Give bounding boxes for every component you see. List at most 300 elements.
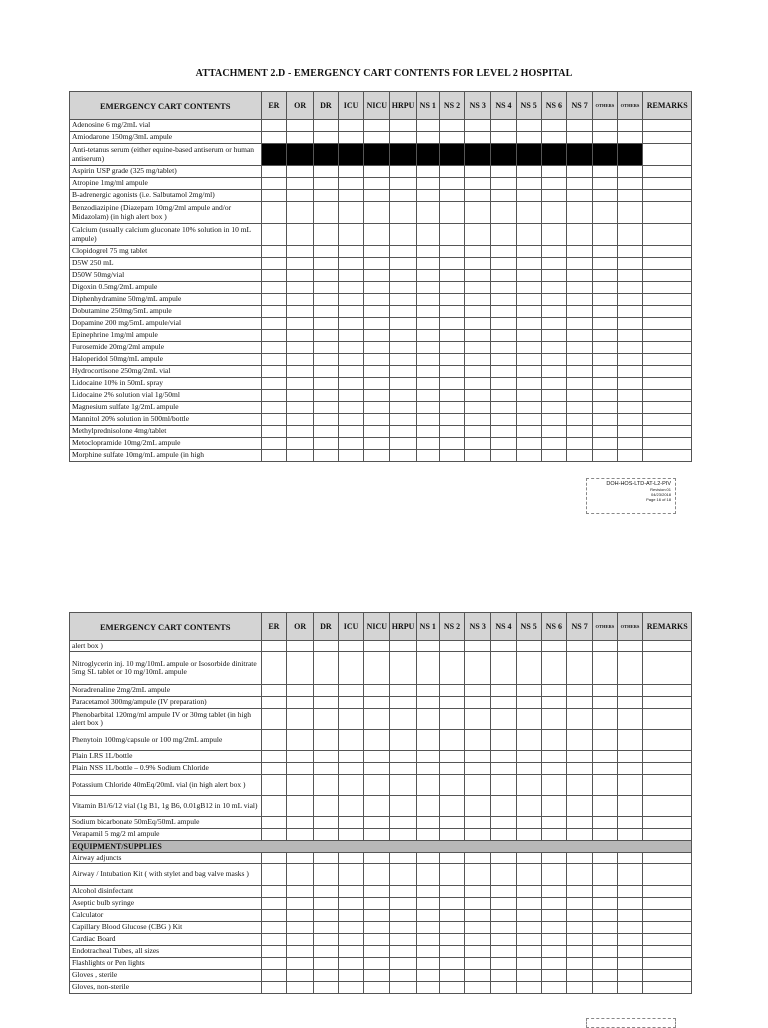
checkbox-cell[interactable]: [261, 751, 287, 763]
checkbox-cell[interactable]: [567, 224, 593, 246]
checkbox-cell[interactable]: [592, 853, 617, 864]
checkbox-cell[interactable]: [390, 132, 417, 144]
checkbox-cell[interactable]: [338, 898, 364, 910]
checkbox-cell[interactable]: [516, 796, 541, 817]
checkbox-cell[interactable]: [465, 402, 491, 414]
checkbox-cell[interactable]: [491, 438, 517, 450]
checkbox-cell[interactable]: [592, 864, 617, 886]
checkbox-cell[interactable]: [617, 224, 643, 246]
checkbox-cell[interactable]: [465, 330, 491, 342]
checkbox-cell[interactable]: [643, 775, 692, 796]
checkbox-cell[interactable]: [390, 685, 417, 697]
checkbox-cell[interactable]: [491, 709, 517, 730]
checkbox-cell[interactable]: [364, 318, 390, 330]
checkbox-cell[interactable]: [261, 829, 287, 841]
checkbox-cell[interactable]: [643, 258, 692, 270]
checkbox-cell[interactable]: [491, 166, 517, 178]
checkbox-cell[interactable]: [439, 342, 465, 354]
checkbox-cell[interactable]: [567, 934, 593, 946]
checkbox-cell[interactable]: [338, 450, 364, 462]
checkbox-cell[interactable]: [541, 697, 567, 709]
checkbox-cell[interactable]: [516, 426, 541, 438]
checkbox-cell[interactable]: [416, 751, 439, 763]
checkbox-cell[interactable]: [541, 853, 567, 864]
checkbox-cell[interactable]: [287, 853, 314, 864]
checkbox-cell[interactable]: [416, 246, 439, 258]
checkbox-cell[interactable]: [416, 641, 439, 652]
checkbox-cell[interactable]: [541, 378, 567, 390]
checkbox-cell[interactable]: [491, 641, 517, 652]
checkbox-cell[interactable]: [516, 378, 541, 390]
checkbox-cell[interactable]: [567, 202, 593, 224]
checkbox-cell[interactable]: [643, 922, 692, 934]
checkbox-cell[interactable]: [314, 652, 339, 685]
checkbox-cell[interactable]: [338, 829, 364, 841]
checkbox-cell[interactable]: [338, 120, 364, 132]
checkbox-cell[interactable]: [287, 910, 314, 922]
checkbox-cell[interactable]: [390, 282, 417, 294]
checkbox-cell[interactable]: [287, 354, 314, 366]
checkbox-cell[interactable]: [491, 366, 517, 378]
checkbox-cell[interactable]: [617, 402, 643, 414]
checkbox-cell[interactable]: [287, 829, 314, 841]
checkbox-cell[interactable]: [592, 306, 617, 318]
checkbox-cell[interactable]: [314, 318, 339, 330]
checkbox-cell[interactable]: [541, 390, 567, 402]
checkbox-cell[interactable]: [516, 202, 541, 224]
checkbox-cell[interactable]: [338, 982, 364, 994]
checkbox-cell[interactable]: [314, 958, 339, 970]
checkbox-cell[interactable]: [439, 864, 465, 886]
checkbox-cell[interactable]: [314, 330, 339, 342]
checkbox-cell[interactable]: [592, 763, 617, 775]
checkbox-cell[interactable]: [541, 982, 567, 994]
checkbox-cell[interactable]: [617, 910, 643, 922]
checkbox-cell[interactable]: [592, 438, 617, 450]
checkbox-cell[interactable]: [617, 390, 643, 402]
checkbox-cell[interactable]: [439, 886, 465, 898]
checkbox-cell[interactable]: [261, 426, 287, 438]
checkbox-cell[interactable]: [592, 652, 617, 685]
checkbox-cell[interactable]: [643, 224, 692, 246]
checkbox-cell[interactable]: [516, 970, 541, 982]
checkbox-cell[interactable]: [338, 946, 364, 958]
checkbox-cell[interactable]: [491, 697, 517, 709]
checkbox-cell[interactable]: [567, 132, 593, 144]
checkbox-cell[interactable]: [643, 366, 692, 378]
checkbox-cell[interactable]: [439, 775, 465, 796]
checkbox-cell[interactable]: [338, 132, 364, 144]
checkbox-cell[interactable]: [567, 898, 593, 910]
checkbox-cell[interactable]: [567, 178, 593, 190]
checkbox-cell[interactable]: [390, 306, 417, 318]
checkbox-cell[interactable]: [567, 775, 593, 796]
checkbox-cell[interactable]: [643, 330, 692, 342]
checkbox-cell[interactable]: [338, 342, 364, 354]
checkbox-cell[interactable]: [592, 318, 617, 330]
checkbox-cell[interactable]: [390, 402, 417, 414]
checkbox-cell[interactable]: [491, 270, 517, 282]
checkbox-cell[interactable]: [643, 166, 692, 178]
checkbox-cell[interactable]: [567, 853, 593, 864]
checkbox-cell[interactable]: [491, 652, 517, 685]
checkbox-cell[interactable]: [491, 817, 517, 829]
checkbox-cell[interactable]: [643, 270, 692, 282]
checkbox-cell[interactable]: [592, 697, 617, 709]
checkbox-cell[interactable]: [516, 922, 541, 934]
checkbox-cell[interactable]: [567, 390, 593, 402]
checkbox-cell[interactable]: [390, 120, 417, 132]
checkbox-cell[interactable]: [314, 390, 339, 402]
checkbox-cell[interactable]: [567, 366, 593, 378]
checkbox-cell[interactable]: [416, 166, 439, 178]
checkbox-cell[interactable]: [567, 864, 593, 886]
checkbox-cell[interactable]: [465, 166, 491, 178]
checkbox-cell[interactable]: [617, 306, 643, 318]
checkbox-cell[interactable]: [643, 342, 692, 354]
checkbox-cell[interactable]: [617, 166, 643, 178]
checkbox-cell[interactable]: [416, 294, 439, 306]
checkbox-cell[interactable]: [314, 864, 339, 886]
checkbox-cell[interactable]: [516, 438, 541, 450]
checkbox-cell[interactable]: [338, 190, 364, 202]
checkbox-cell[interactable]: [617, 294, 643, 306]
checkbox-cell[interactable]: [439, 910, 465, 922]
checkbox-cell[interactable]: [439, 366, 465, 378]
checkbox-cell[interactable]: [314, 178, 339, 190]
checkbox-cell[interactable]: [491, 258, 517, 270]
checkbox-cell[interactable]: [617, 318, 643, 330]
checkbox-cell[interactable]: [567, 829, 593, 841]
checkbox-cell[interactable]: [287, 934, 314, 946]
checkbox-cell[interactable]: [314, 294, 339, 306]
checkbox-cell[interactable]: [592, 709, 617, 730]
checkbox-cell[interactable]: [314, 853, 339, 864]
checkbox-cell[interactable]: [491, 898, 517, 910]
checkbox-cell[interactable]: [416, 306, 439, 318]
checkbox-cell[interactable]: [617, 853, 643, 864]
checkbox-cell[interactable]: [491, 934, 517, 946]
checkbox-cell[interactable]: [287, 166, 314, 178]
checkbox-cell[interactable]: [338, 246, 364, 258]
checkbox-cell[interactable]: [491, 202, 517, 224]
checkbox-cell[interactable]: [516, 294, 541, 306]
checkbox-cell[interactable]: [516, 282, 541, 294]
checkbox-cell[interactable]: [592, 270, 617, 282]
checkbox-cell[interactable]: [567, 697, 593, 709]
checkbox-cell[interactable]: [541, 330, 567, 342]
checkbox-cell[interactable]: [287, 132, 314, 144]
checkbox-cell[interactable]: [567, 414, 593, 426]
checkbox-cell[interactable]: [261, 202, 287, 224]
checkbox-cell[interactable]: [416, 898, 439, 910]
checkbox-cell[interactable]: [592, 796, 617, 817]
checkbox-cell[interactable]: [416, 910, 439, 922]
checkbox-cell[interactable]: [390, 817, 417, 829]
checkbox-cell[interactable]: [314, 709, 339, 730]
checkbox-cell[interactable]: [465, 775, 491, 796]
checkbox-cell[interactable]: [416, 366, 439, 378]
checkbox-cell[interactable]: [617, 270, 643, 282]
checkbox-cell[interactable]: [416, 853, 439, 864]
checkbox-cell[interactable]: [465, 730, 491, 751]
checkbox-cell[interactable]: [465, 697, 491, 709]
checkbox-cell[interactable]: [516, 270, 541, 282]
checkbox-cell[interactable]: [617, 763, 643, 775]
checkbox-cell[interactable]: [261, 294, 287, 306]
checkbox-cell[interactable]: [287, 450, 314, 462]
checkbox-cell[interactable]: [567, 652, 593, 685]
checkbox-cell[interactable]: [416, 685, 439, 697]
checkbox-cell[interactable]: [465, 224, 491, 246]
checkbox-cell[interactable]: [287, 796, 314, 817]
checkbox-cell[interactable]: [541, 685, 567, 697]
checkbox-cell[interactable]: [516, 450, 541, 462]
checkbox-cell[interactable]: [491, 796, 517, 817]
checkbox-cell[interactable]: [465, 886, 491, 898]
checkbox-cell[interactable]: [516, 224, 541, 246]
checkbox-cell[interactable]: [465, 120, 491, 132]
checkbox-cell[interactable]: [465, 202, 491, 224]
checkbox-cell[interactable]: [338, 886, 364, 898]
checkbox-cell[interactable]: [364, 763, 390, 775]
checkbox-cell[interactable]: [287, 282, 314, 294]
checkbox-cell[interactable]: [364, 450, 390, 462]
checkbox-cell[interactable]: [416, 132, 439, 144]
checkbox-cell[interactable]: [416, 817, 439, 829]
checkbox-cell[interactable]: [617, 958, 643, 970]
checkbox-cell[interactable]: [541, 190, 567, 202]
checkbox-cell[interactable]: [287, 685, 314, 697]
checkbox-cell[interactable]: [390, 934, 417, 946]
checkbox-cell[interactable]: [390, 970, 417, 982]
checkbox-cell[interactable]: [416, 730, 439, 751]
checkbox-cell[interactable]: [617, 730, 643, 751]
checkbox-cell[interactable]: [439, 318, 465, 330]
checkbox-cell[interactable]: [567, 294, 593, 306]
checkbox-cell[interactable]: [541, 224, 567, 246]
checkbox-cell[interactable]: [439, 922, 465, 934]
checkbox-cell[interactable]: [416, 438, 439, 450]
checkbox-cell[interactable]: [287, 970, 314, 982]
checkbox-cell[interactable]: [643, 354, 692, 366]
checkbox-cell[interactable]: [364, 970, 390, 982]
checkbox-cell[interactable]: [592, 946, 617, 958]
checkbox-cell[interactable]: [643, 751, 692, 763]
checkbox-cell[interactable]: [390, 330, 417, 342]
checkbox-cell[interactable]: [491, 426, 517, 438]
checkbox-cell[interactable]: [439, 709, 465, 730]
checkbox-cell[interactable]: [541, 898, 567, 910]
checkbox-cell[interactable]: [567, 378, 593, 390]
checkbox-cell[interactable]: [287, 697, 314, 709]
checkbox-cell[interactable]: [439, 697, 465, 709]
checkbox-cell[interactable]: [465, 378, 491, 390]
checkbox-cell[interactable]: [314, 224, 339, 246]
checkbox-cell[interactable]: [617, 354, 643, 366]
checkbox-cell[interactable]: [314, 796, 339, 817]
checkbox-cell[interactable]: [643, 426, 692, 438]
checkbox-cell[interactable]: [390, 898, 417, 910]
checkbox-cell[interactable]: [287, 898, 314, 910]
checkbox-cell[interactable]: [390, 190, 417, 202]
checkbox-cell[interactable]: [465, 652, 491, 685]
checkbox-cell[interactable]: [567, 438, 593, 450]
checkbox-cell[interactable]: [643, 709, 692, 730]
checkbox-cell[interactable]: [567, 730, 593, 751]
checkbox-cell[interactable]: [261, 685, 287, 697]
checkbox-cell[interactable]: [592, 751, 617, 763]
checkbox-cell[interactable]: [364, 685, 390, 697]
checkbox-cell[interactable]: [643, 390, 692, 402]
checkbox-cell[interactable]: [643, 202, 692, 224]
checkbox-cell[interactable]: [261, 864, 287, 886]
checkbox-cell[interactable]: [567, 709, 593, 730]
checkbox-cell[interactable]: [592, 898, 617, 910]
checkbox-cell[interactable]: [465, 414, 491, 426]
checkbox-cell[interactable]: [541, 366, 567, 378]
checkbox-cell[interactable]: [541, 246, 567, 258]
checkbox-cell[interactable]: [439, 641, 465, 652]
checkbox-cell[interactable]: [617, 330, 643, 342]
checkbox-cell[interactable]: [338, 763, 364, 775]
checkbox-cell[interactable]: [364, 366, 390, 378]
checkbox-cell[interactable]: [390, 946, 417, 958]
checkbox-cell[interactable]: [465, 946, 491, 958]
checkbox-cell[interactable]: [465, 190, 491, 202]
checkbox-cell[interactable]: [338, 426, 364, 438]
checkbox-cell[interactable]: [261, 970, 287, 982]
checkbox-cell[interactable]: [567, 258, 593, 270]
checkbox-cell[interactable]: [261, 652, 287, 685]
checkbox-cell[interactable]: [338, 178, 364, 190]
checkbox-cell[interactable]: [416, 946, 439, 958]
checkbox-cell[interactable]: [491, 958, 517, 970]
checkbox-cell[interactable]: [592, 450, 617, 462]
checkbox-cell[interactable]: [516, 652, 541, 685]
checkbox-cell[interactable]: [338, 438, 364, 450]
checkbox-cell[interactable]: [261, 270, 287, 282]
checkbox-cell[interactable]: [287, 270, 314, 282]
checkbox-cell[interactable]: [491, 120, 517, 132]
checkbox-cell[interactable]: [390, 796, 417, 817]
checkbox-cell[interactable]: [643, 246, 692, 258]
checkbox-cell[interactable]: [261, 934, 287, 946]
checkbox-cell[interactable]: [338, 402, 364, 414]
checkbox-cell[interactable]: [592, 414, 617, 426]
checkbox-cell[interactable]: [364, 775, 390, 796]
checkbox-cell[interactable]: [465, 898, 491, 910]
checkbox-cell[interactable]: [465, 294, 491, 306]
checkbox-cell[interactable]: [592, 958, 617, 970]
checkbox-cell[interactable]: [491, 390, 517, 402]
checkbox-cell[interactable]: [491, 282, 517, 294]
checkbox-cell[interactable]: [465, 306, 491, 318]
checkbox-cell[interactable]: [567, 763, 593, 775]
checkbox-cell[interactable]: [314, 775, 339, 796]
checkbox-cell[interactable]: [541, 438, 567, 450]
checkbox-cell[interactable]: [643, 641, 692, 652]
checkbox-cell[interactable]: [314, 829, 339, 841]
checkbox-cell[interactable]: [491, 342, 517, 354]
checkbox-cell[interactable]: [567, 910, 593, 922]
checkbox-cell[interactable]: [516, 829, 541, 841]
checkbox-cell[interactable]: [465, 258, 491, 270]
checkbox-cell[interactable]: [567, 402, 593, 414]
checkbox-cell[interactable]: [287, 246, 314, 258]
checkbox-cell[interactable]: [364, 270, 390, 282]
checkbox-cell[interactable]: [491, 178, 517, 190]
checkbox-cell[interactable]: [287, 982, 314, 994]
checkbox-cell[interactable]: [567, 982, 593, 994]
checkbox-cell[interactable]: [390, 258, 417, 270]
checkbox-cell[interactable]: [491, 946, 517, 958]
checkbox-cell[interactable]: [491, 190, 517, 202]
checkbox-cell[interactable]: [364, 751, 390, 763]
checkbox-cell[interactable]: [416, 282, 439, 294]
checkbox-cell[interactable]: [287, 730, 314, 751]
checkbox-cell[interactable]: [592, 178, 617, 190]
checkbox-cell[interactable]: [643, 190, 692, 202]
checkbox-cell[interactable]: [465, 853, 491, 864]
checkbox-cell[interactable]: [390, 166, 417, 178]
checkbox-cell[interactable]: [416, 120, 439, 132]
checkbox-cell[interactable]: [390, 450, 417, 462]
checkbox-cell[interactable]: [541, 178, 567, 190]
checkbox-cell[interactable]: [314, 946, 339, 958]
checkbox-cell[interactable]: [416, 829, 439, 841]
checkbox-cell[interactable]: [617, 898, 643, 910]
checkbox-cell[interactable]: [439, 178, 465, 190]
checkbox-cell[interactable]: [416, 709, 439, 730]
checkbox-cell[interactable]: [592, 282, 617, 294]
checkbox-cell[interactable]: [439, 202, 465, 224]
checkbox-cell[interactable]: [617, 829, 643, 841]
checkbox-cell[interactable]: [338, 730, 364, 751]
checkbox-cell[interactable]: [592, 366, 617, 378]
checkbox-cell[interactable]: [491, 402, 517, 414]
checkbox-cell[interactable]: [364, 796, 390, 817]
checkbox-cell[interactable]: [261, 922, 287, 934]
checkbox-cell[interactable]: [617, 886, 643, 898]
checkbox-cell[interactable]: [491, 450, 517, 462]
checkbox-cell[interactable]: [364, 390, 390, 402]
checkbox-cell[interactable]: [314, 751, 339, 763]
checkbox-cell[interactable]: [338, 202, 364, 224]
checkbox-cell[interactable]: [617, 934, 643, 946]
checkbox-cell[interactable]: [592, 330, 617, 342]
checkbox-cell[interactable]: [439, 817, 465, 829]
checkbox-cell[interactable]: [643, 306, 692, 318]
checkbox-cell[interactable]: [617, 864, 643, 886]
checkbox-cell[interactable]: [314, 934, 339, 946]
checkbox-cell[interactable]: [643, 934, 692, 946]
checkbox-cell[interactable]: [541, 342, 567, 354]
checkbox-cell[interactable]: [592, 402, 617, 414]
checkbox-cell[interactable]: [338, 958, 364, 970]
checkbox-cell[interactable]: [416, 342, 439, 354]
checkbox-cell[interactable]: [364, 224, 390, 246]
checkbox-cell[interactable]: [364, 258, 390, 270]
checkbox-cell[interactable]: [491, 414, 517, 426]
checkbox-cell[interactable]: [287, 318, 314, 330]
checkbox-cell[interactable]: [416, 270, 439, 282]
checkbox-cell[interactable]: [390, 342, 417, 354]
checkbox-cell[interactable]: [516, 390, 541, 402]
checkbox-cell[interactable]: [364, 922, 390, 934]
checkbox-cell[interactable]: [592, 202, 617, 224]
checkbox-cell[interactable]: [364, 282, 390, 294]
